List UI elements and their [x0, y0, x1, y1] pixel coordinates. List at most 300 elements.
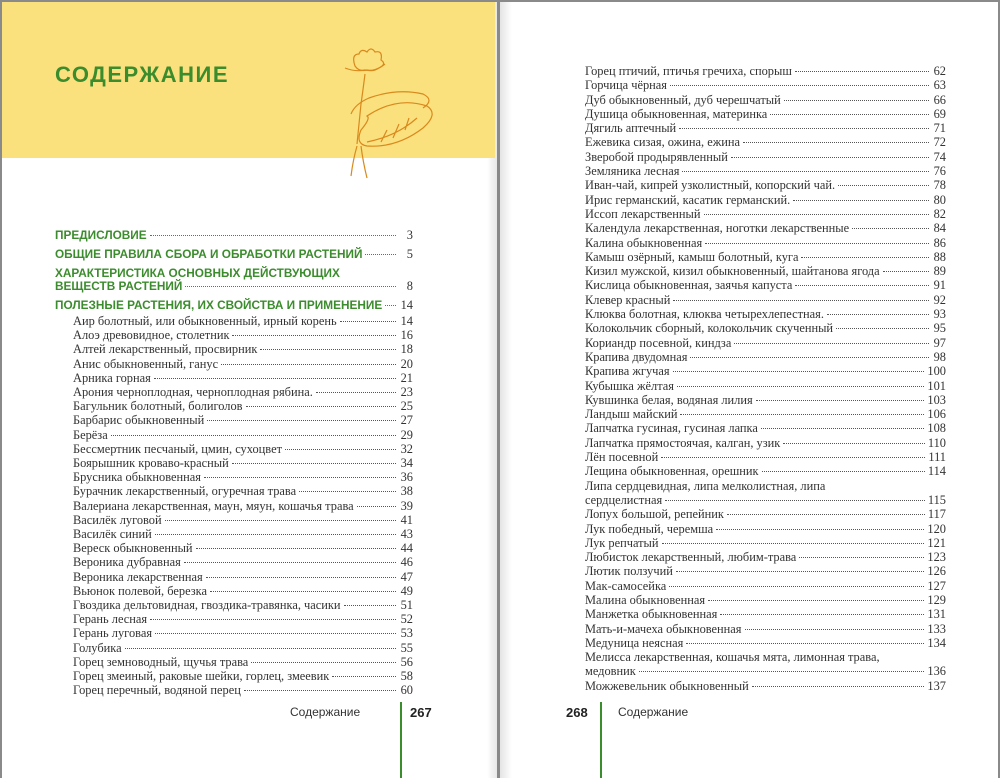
leader-dots [673, 300, 929, 301]
leader-dots [686, 643, 924, 644]
page-number: 95 [933, 321, 946, 336]
toc-entry[interactable] [585, 207, 946, 221]
entry-title: Гвоздика дельтовидная, гвоздика-травянка, часики [73, 598, 341, 613]
leader-dots [332, 676, 396, 677]
page-number: 117 [927, 507, 946, 522]
leader-dots [210, 591, 396, 592]
leader-dots [204, 477, 396, 478]
leader-dots [221, 364, 396, 365]
page-number: 106 [927, 407, 946, 422]
page-number: 100 [927, 364, 946, 379]
page-number: 58 [400, 669, 413, 684]
entry-title: Зверобой продырявленный [585, 149, 728, 164]
toc-entry[interactable] [55, 371, 413, 385]
entry-title: Дуб обыкновенный, дуб черешчатый [585, 92, 781, 107]
entry-title: Мак-самосейка [585, 578, 667, 593]
entry-title: Мать-и-мачеха обыкновенная [585, 621, 742, 636]
leader-dots [232, 463, 396, 464]
page-number: 136 [927, 664, 946, 679]
toc-entry[interactable] [585, 221, 946, 235]
leader-dots [676, 571, 925, 572]
page-number-footer: 267 [410, 705, 432, 720]
page-number: 32 [400, 441, 413, 456]
page-number: 126 [927, 564, 946, 579]
leader-dots [731, 157, 929, 158]
toc-entry[interactable] [585, 522, 946, 536]
leader-dots [783, 443, 925, 444]
toc-entry[interactable] [55, 442, 413, 456]
section-title: ПОЛЕЗНЫЕ РАСТЕНИЯ, ИХ СВОЙСТВА И ПРИМЕНЕНИЕ [55, 298, 383, 312]
entry-title: Василёк синий [73, 527, 152, 542]
leader-dots [883, 271, 929, 272]
leader-dots [827, 314, 929, 315]
right-page [500, 2, 998, 778]
toc-entry[interactable] [55, 598, 413, 612]
leader-dots [690, 357, 929, 358]
leader-dots [716, 529, 924, 530]
entry-title: Голубика [73, 640, 122, 655]
page-number: 14 [400, 314, 413, 328]
toc-entry[interactable] [585, 679, 946, 693]
toc-entry[interactable] [585, 78, 946, 92]
leader-dots [727, 514, 925, 515]
entry-title: Кубышка жёлтая [585, 378, 674, 393]
toc-entry-line[interactable]: Мелисса лекарственная, кошачья мята, лимонная трава, [585, 650, 880, 665]
entry-title: Горец перечный, водяной перец [73, 683, 241, 698]
leader-dots [662, 543, 925, 544]
toc-entry[interactable] [585, 135, 946, 149]
page-number: 53 [400, 626, 413, 641]
page-number: 110 [927, 435, 946, 450]
leader-dots [111, 435, 396, 436]
toc-entries [585, 64, 946, 693]
leader-dots [670, 85, 929, 86]
entry-title: Барбарис обыкновенный [73, 413, 205, 428]
leader-dots [344, 605, 396, 606]
entry-title: Клевер красный [585, 292, 671, 307]
page-number: 36 [400, 470, 413, 485]
page-number: 51 [400, 598, 413, 613]
page-number: 86 [933, 235, 946, 250]
section-title: ПРЕДИСЛОВИЕ [55, 228, 147, 242]
page-number: 23 [400, 385, 413, 400]
page-number: 92 [933, 292, 946, 307]
toc-entry[interactable] [585, 393, 946, 407]
entry-title: Багульник болотный, болиголов [73, 399, 243, 414]
leader-dots [680, 414, 924, 415]
page-number: 127 [927, 578, 946, 593]
entry-title: Любисток лекарственный, любим-трава [585, 550, 797, 565]
page-number: 29 [400, 427, 413, 442]
toc-entry[interactable] [55, 513, 413, 527]
leader-dots [150, 619, 396, 620]
leader-dots [679, 128, 929, 129]
entry-title: Бурачник лекарственный, огуречная трава [73, 484, 297, 499]
entry-title: Герань луговая [73, 626, 153, 641]
leader-dots [285, 449, 396, 450]
section-title-line: ХАРАКТЕРИСТИКА ОСНОВНЫХ ДЕЙСТВУЮЩИХ [55, 266, 340, 280]
toc-entry[interactable] [55, 470, 413, 484]
page-number: 131 [927, 607, 946, 622]
entry-title: Арника горная [73, 370, 151, 385]
entry-title: Кислица обыкновенная, заячья капуста [585, 278, 793, 293]
page-number: 43 [400, 527, 413, 542]
entry-title: Кизил мужской, кизил обыкновенный, шайтанова ягода [585, 264, 880, 279]
toc-entry[interactable] [585, 450, 946, 464]
toc-entry[interactable] [55, 570, 413, 584]
leader-dots [150, 235, 396, 236]
leader-dots [793, 200, 929, 201]
page-number: 93 [933, 307, 946, 322]
toc-entry[interactable] [585, 421, 946, 435]
page-number: 27 [400, 413, 413, 428]
toc-entry[interactable] [585, 493, 946, 507]
entry-title: Анис обыкновенный, ганус [73, 356, 219, 371]
leader-dots [761, 428, 925, 429]
toc-entry[interactable] [55, 683, 413, 697]
toc-entry[interactable] [55, 428, 413, 442]
page-number: 44 [400, 541, 413, 556]
toc-entry[interactable] [585, 536, 946, 550]
toc-entry[interactable] [585, 178, 946, 192]
toc-entry[interactable] [55, 413, 413, 427]
page-number: 120 [927, 521, 946, 536]
toc-entry[interactable] [585, 607, 946, 621]
page-number: 74 [933, 149, 946, 164]
page-number: 103 [927, 392, 946, 407]
leader-dots [260, 349, 396, 350]
page-number: 66 [933, 92, 946, 107]
page-number: 47 [400, 569, 413, 584]
toc-entry[interactable] [55, 328, 413, 342]
entry-title: Календула лекарственная, ноготки лекарственные [585, 221, 850, 236]
page-number: 38 [400, 484, 413, 499]
leader-dots [756, 400, 925, 401]
page-number: 8 [406, 279, 413, 293]
leader-dots [251, 662, 396, 663]
leader-dots [720, 614, 924, 615]
leader-dots [734, 343, 929, 344]
toc-entry[interactable] [55, 555, 413, 569]
leader-dots [795, 71, 929, 72]
leader-dots [784, 100, 929, 101]
entry-title: Манжетка обыкновенная [585, 607, 718, 622]
toc-entry[interactable] [585, 64, 946, 78]
entry-title: Лещина обыкновенная, орешник [585, 464, 759, 479]
toc-entry[interactable] [585, 293, 946, 307]
entry-title: Лён посевной [585, 450, 659, 465]
entry-title: Алоэ древовидное, столетник [73, 328, 230, 343]
entry-title: Вьюнок полевой, березка [73, 583, 207, 598]
page-number: 101 [927, 378, 946, 393]
entry-title: Медуница неясная [585, 635, 684, 650]
entry-title: Бессмертник песчаный, цмин, сухоцвет [73, 441, 282, 456]
entry-title: Кувшинка белая, водяная лилия [585, 392, 753, 407]
toc-entry[interactable] [585, 364, 946, 378]
page-number: 60 [400, 683, 413, 698]
leader-dots [299, 491, 396, 492]
entry-title: Колокольчик сборный, колокольчик скученный [585, 321, 834, 336]
page-number: 114 [927, 464, 946, 479]
toc-entry[interactable] [55, 641, 413, 655]
page-number: 108 [927, 421, 946, 436]
entry-title: Горец змеиный, раковые шейки, горлец, змеевик [73, 669, 330, 684]
page-number: 39 [400, 498, 413, 513]
toc-entry[interactable] [55, 541, 413, 555]
toc-entry[interactable] [585, 507, 946, 521]
leader-dots [673, 371, 925, 372]
page-title: СОДЕРЖАНИЕ [55, 62, 230, 87]
page-number: 89 [933, 264, 946, 279]
leader-dots [155, 534, 396, 535]
entry-title: Калина обыкновенная [585, 235, 703, 250]
leader-dots [677, 386, 924, 387]
page-number: 71 [933, 121, 946, 136]
toc-entry[interactable] [55, 484, 413, 498]
page-number: 123 [927, 550, 946, 565]
toc-entry[interactable] [585, 664, 946, 678]
page-number: 5 [406, 247, 413, 261]
entry-title: Вероника дубравная [73, 555, 181, 570]
toc-entry[interactable] [585, 107, 946, 121]
leader-dots [743, 142, 929, 143]
page-number-footer: 268 [566, 705, 588, 720]
leader-dots [154, 378, 396, 379]
page-number: 134 [927, 635, 946, 650]
section-title: ВЕЩЕСТВ РАСТЕНИЙ [55, 279, 183, 293]
toc-entry[interactable] [585, 550, 946, 564]
toc-section[interactable] [55, 229, 413, 242]
page-number: 91 [933, 278, 946, 293]
page-number: 14 [400, 298, 413, 312]
entry-title: Лук репчатый [585, 535, 659, 550]
toc-entry[interactable] [585, 564, 946, 578]
entry-title: Брусника обыкновенная [73, 470, 201, 485]
toc-entry[interactable] [585, 193, 946, 207]
toc-section[interactable] [55, 299, 413, 312]
entry-title: Валериана лекарственная, маун, мяун, кошачья трава [73, 498, 354, 513]
leader-dots [125, 648, 396, 649]
toc-entry[interactable] [585, 236, 946, 250]
page-number: 62 [933, 64, 946, 78]
entry-title: Крапива жгучая [585, 364, 670, 379]
page-number: 80 [933, 192, 946, 207]
entry-title: сердцелистная [585, 492, 663, 507]
page-number: 111 [928, 450, 946, 465]
entry-title: Малина обыкновенная [585, 592, 706, 607]
entry-title: Вероника лекарственная [73, 569, 203, 584]
page-number: 133 [927, 621, 946, 636]
page-number: 72 [933, 135, 946, 150]
toc-entry[interactable] [55, 527, 413, 541]
leader-dots [708, 600, 924, 601]
entry-title: Дягиль аптечный [585, 121, 677, 136]
entry-title: Лук победный, черемша [585, 521, 714, 536]
leader-dots [838, 185, 929, 186]
page-number: 56 [400, 654, 413, 669]
footer-divider [400, 702, 402, 778]
toc-entry[interactable] [55, 669, 413, 683]
toc-entry[interactable] [585, 350, 946, 364]
entry-title: Душица обыкновенная, материнка [585, 106, 768, 121]
page-number: 3 [406, 228, 413, 242]
toc-entry[interactable] [585, 250, 946, 264]
entry-title: Боярышник кроваво-красный [73, 456, 229, 471]
toc-entry[interactable] [585, 121, 946, 135]
entry-title: Иван-чай, кипрей узколистный, копорский чай. [585, 178, 836, 193]
entry-title: Лютик ползучий [585, 564, 673, 579]
section-title: ОБЩИЕ ПРАВИЛА СБОРА И ОБРАБОТКИ РАСТЕНИЙ [55, 247, 363, 261]
leader-dots [206, 577, 396, 578]
page-number: 115 [927, 492, 946, 507]
leader-dots [155, 633, 396, 634]
leader-dots [639, 671, 925, 672]
leader-dots [682, 171, 929, 172]
toc-entry[interactable] [55, 584, 413, 598]
leader-dots [752, 686, 925, 687]
toc-entry[interactable] [585, 593, 946, 607]
entry-title: Земляника лесная [585, 164, 680, 179]
entry-title: Иссоп лекарственный [585, 206, 701, 221]
entry-title: Герань лесная [73, 612, 148, 627]
entry-title: Лопух большой, репейник [585, 507, 724, 522]
entry-title: Кориандр посевной, киндза [585, 335, 732, 350]
page-number: 21 [400, 370, 413, 385]
toc-entry[interactable] [585, 464, 946, 478]
toc-entry[interactable] [585, 321, 946, 335]
page-number: 78 [933, 178, 946, 193]
entry-title: Берёза [73, 427, 108, 442]
page-number: 49 [400, 583, 413, 598]
leader-dots [340, 321, 396, 322]
entry-title: Клюква болотная, клюква четырехлепестная. [585, 307, 824, 322]
page-number: 63 [933, 78, 946, 93]
leader-dots [185, 286, 396, 287]
toc-entry[interactable] [55, 314, 413, 328]
running-footer-label: Содержание [618, 705, 689, 719]
toc-entry[interactable] [55, 655, 413, 669]
footer-divider [600, 702, 602, 778]
toc-entry[interactable] [585, 164, 946, 178]
leader-dots [770, 114, 929, 115]
toc-entries [55, 314, 413, 697]
entry-title: медовник [585, 664, 636, 679]
leader-dots [246, 406, 397, 407]
toc-entry[interactable] [55, 399, 413, 413]
toc-entry[interactable] [585, 93, 946, 107]
leader-dots [316, 392, 396, 393]
entry-title: Алтей лекарственный, просвирник [73, 342, 258, 357]
toc-entry[interactable] [55, 456, 413, 470]
toc-entry[interactable] [585, 307, 946, 321]
leader-dots [801, 257, 929, 258]
leader-dots [745, 629, 925, 630]
page-number: 88 [933, 249, 946, 264]
toc-section[interactable] [55, 248, 413, 261]
toc-section-cont[interactable] [55, 280, 413, 293]
leader-dots [665, 500, 925, 501]
entry-title: Лапчатка гусиная, гусиная лапка [585, 421, 758, 436]
leader-dots [207, 420, 396, 421]
leader-dots [184, 562, 396, 563]
entry-title: Арония черноплодная, черноплодная рябина. [73, 385, 313, 400]
page-number: 16 [400, 328, 413, 343]
leader-dots [799, 557, 924, 558]
page-number: 121 [927, 535, 946, 550]
toc-entry[interactable] [55, 357, 413, 371]
entry-title: Камыш озёрный, камыш болотный, куга [585, 249, 799, 264]
toc-entry[interactable] [585, 407, 946, 421]
entry-title: Горец земноводный, щучья трава [73, 654, 249, 669]
leader-dots [852, 228, 929, 229]
toc-entry[interactable] [585, 264, 946, 278]
entry-title: Крапива двудомная [585, 349, 688, 364]
leader-dots [705, 243, 929, 244]
toc-entry[interactable] [585, 278, 946, 292]
toc-entry[interactable] [55, 499, 413, 513]
toc-entry[interactable] [585, 150, 946, 164]
page-number: 41 [400, 512, 413, 527]
running-footer-label: Содержание [290, 705, 361, 719]
page-number: 97 [933, 335, 946, 350]
page-number: 46 [400, 555, 413, 570]
entry-title: Василёк луговой [73, 512, 162, 527]
toc-entry[interactable] [55, 626, 413, 640]
leader-dots [795, 285, 929, 286]
entry-title: Можжевельник обыкновенный [585, 678, 749, 693]
leader-dots [669, 586, 924, 587]
page-number: 52 [400, 612, 413, 627]
toc-entry[interactable] [585, 622, 946, 636]
page-number: 18 [400, 342, 413, 357]
toc-entry-line[interactable]: Липа сердцевидная, липа мелколистная, липа [585, 478, 826, 493]
toc-entry[interactable] [585, 336, 946, 350]
entry-title: Ирис германский, касатик германский. [585, 192, 791, 207]
toc-entry[interactable] [585, 436, 946, 450]
entry-title: Лапчатка прямостоячая, калган, узик [585, 435, 781, 450]
page-number: 84 [933, 221, 946, 236]
toc-entry[interactable] [585, 636, 946, 650]
page-number: 34 [400, 456, 413, 471]
page-number: 82 [933, 206, 946, 221]
leader-dots [196, 548, 396, 549]
entry-title: Вереск обыкновенный [73, 541, 193, 556]
leader-dots [762, 471, 925, 472]
page-number: 69 [933, 106, 946, 121]
left-page [2, 2, 497, 778]
page-number: 76 [933, 164, 946, 179]
leader-dots [357, 506, 396, 507]
entry-title: Ландыш майский [585, 407, 678, 422]
leader-dots [365, 254, 396, 255]
toc-left [55, 229, 413, 697]
toc-entry[interactable] [55, 612, 413, 626]
toc-entry[interactable] [55, 342, 413, 356]
toc-entry[interactable] [585, 579, 946, 593]
leader-dots [385, 305, 396, 306]
page-number: 98 [933, 349, 946, 364]
toc-entry[interactable] [585, 379, 946, 393]
entry-title: Горчица чёрная [585, 78, 668, 93]
entry-title: Горец птичий, птичья гречиха, спорыш [585, 64, 792, 78]
leader-dots [244, 690, 396, 691]
entry-title: Аир болотный, или обыкновенный, ирный корень [73, 314, 337, 328]
page-number: 20 [400, 356, 413, 371]
toc-entry[interactable] [55, 385, 413, 399]
toc-right [585, 64, 946, 693]
page-number: 129 [927, 592, 946, 607]
entry-title: Ежевика сизая, ожина, ежина [585, 135, 741, 150]
